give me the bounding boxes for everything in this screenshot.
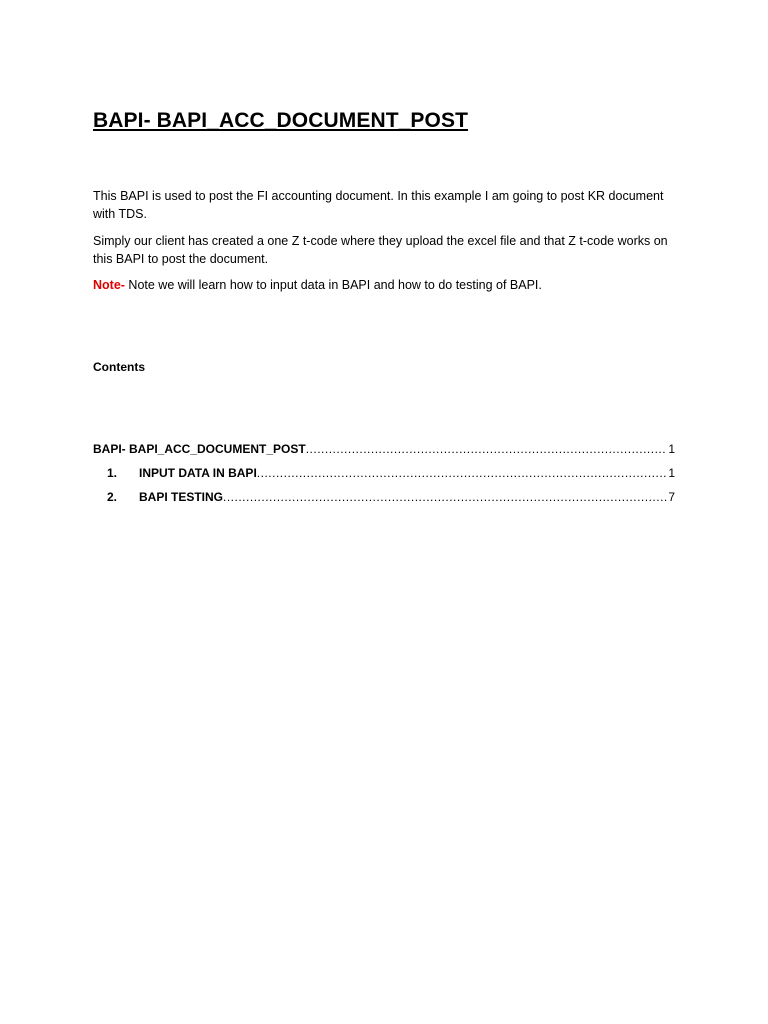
note-text: Note we will learn how to input data in BAPI and how to do testing of BAPI. (124, 278, 542, 292)
client-paragraph: Simply our client has created a one Z t-code where they upload the excel file and that Z t-code works on this BAPI to post the document. (93, 234, 668, 266)
toc-entry-label: BAPI- BAPI_ACC_DOCUMENT_POST (93, 442, 306, 456)
toc-entry-label: INPUT DATA IN BAPI (139, 466, 257, 480)
toc-page-number: 1 (668, 466, 675, 480)
toc-leader-dots (306, 440, 668, 458)
toc-leader-dots (223, 488, 667, 506)
toc-leader-dots (257, 464, 668, 482)
note-label: Note- (93, 278, 125, 292)
toc-entry-bapi-testing[interactable] (107, 488, 675, 506)
document-title: BAPI- BAPI_ACC_DOCUMENT_POST (93, 109, 469, 132)
toc-entry-input-data[interactable] (107, 464, 675, 482)
toc-entry-number: 2. (107, 490, 118, 504)
contents-heading: Contents (93, 360, 145, 374)
toc-page-number: 1 (668, 442, 675, 456)
note-paragraph (93, 277, 678, 295)
toc-entry-label: BAPI TESTING (139, 490, 224, 504)
intro-paragraph: This BAPI is used to post the FI accounting document. In this example I am going to post KR document with TDS. (93, 189, 664, 221)
toc-page-number: 7 (668, 490, 675, 504)
toc-entry-number: 1. (107, 466, 118, 480)
toc-entry-main[interactable] (93, 440, 675, 458)
